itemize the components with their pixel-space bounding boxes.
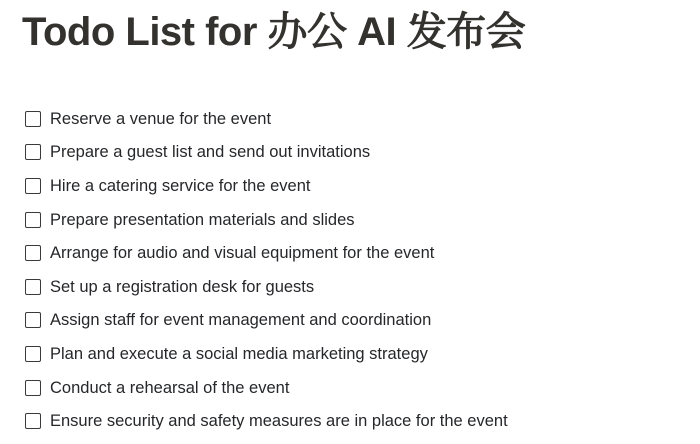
- todo-item: [0, 203, 700, 237]
- todo-item: [0, 404, 700, 438]
- checkbox-unchecked-icon[interactable]: [25, 144, 41, 160]
- todo-item-label[interactable]: Set up a registration desk for guests: [50, 277, 315, 296]
- todo-item: [0, 270, 700, 304]
- checkbox-unchecked-icon[interactable]: [25, 312, 41, 328]
- checkbox-unchecked-icon[interactable]: [25, 212, 41, 228]
- page-title: Todo List for 办公 AI 发布会: [22, 10, 526, 54]
- todo-item-label[interactable]: Prepare presentation materials and slides: [50, 210, 355, 229]
- checkbox-unchecked-icon[interactable]: [25, 413, 41, 429]
- todo-item-label[interactable]: Reserve a venue for the event: [50, 109, 272, 128]
- todo-item-label[interactable]: Conduct a rehearsal of the event: [50, 378, 290, 397]
- todo-item: [0, 236, 700, 270]
- checkbox-unchecked-icon[interactable]: [25, 346, 41, 362]
- todo-item-label[interactable]: Hire a catering service for the event: [50, 176, 311, 195]
- todo-list: [0, 102, 700, 438]
- checkbox-unchecked-icon[interactable]: [25, 111, 41, 127]
- checkbox-unchecked-icon[interactable]: [25, 380, 41, 396]
- todo-item: [0, 169, 700, 203]
- todo-item: [0, 371, 700, 405]
- checkbox-unchecked-icon[interactable]: [25, 178, 41, 194]
- todo-item-label[interactable]: Prepare a guest list and send out invitations: [50, 143, 371, 162]
- todo-item-label[interactable]: Plan and execute a social media marketing strategy: [50, 344, 428, 363]
- todo-item-label[interactable]: Ensure security and safety measures are in place for the event: [50, 412, 508, 431]
- todo-item: [0, 337, 700, 371]
- todo-item: [0, 102, 700, 136]
- checkbox-unchecked-icon[interactable]: [25, 279, 41, 295]
- todo-item: [0, 304, 700, 338]
- checkbox-unchecked-icon[interactable]: [25, 245, 41, 261]
- todo-item-label[interactable]: Arrange for audio and visual equipment for the event: [50, 244, 435, 263]
- todo-item: [0, 136, 700, 170]
- todo-item-label[interactable]: Assign staff for event management and coordination: [50, 311, 432, 330]
